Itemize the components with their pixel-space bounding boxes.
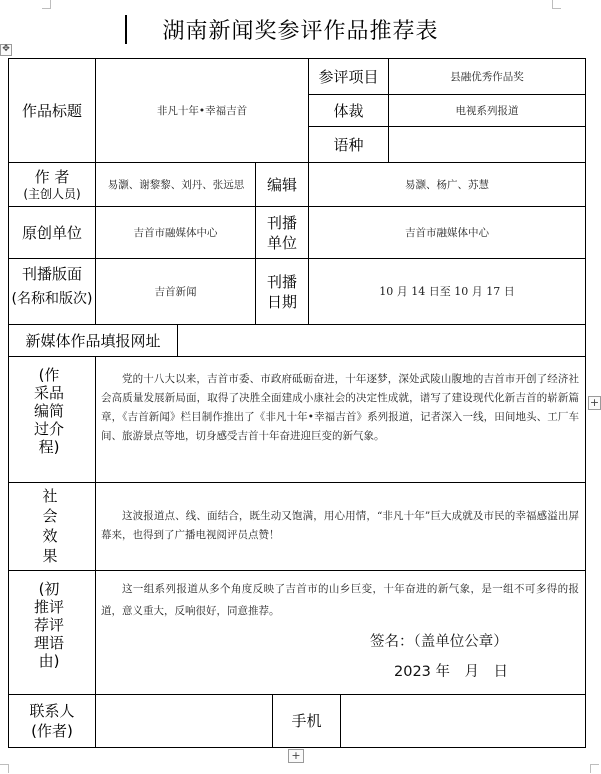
contact-sublabel: (作者) [31,722,73,740]
edition-value[interactable]: 吉首新闻 [154,285,197,298]
work-title-value[interactable]: 非凡十年•幸福吉首 [156,104,248,117]
original-unit-value[interactable]: 吉首市融媒体中心 [133,226,218,239]
language-label: 语种 [333,135,364,154]
edition-label: 刊播版面 [21,265,82,283]
author-sublabel: (主创人员) [23,186,81,201]
new-media-value[interactable] [178,325,585,356]
contact-label: 联系人 [29,702,75,720]
phone-label: 手机 [291,712,322,730]
edition-label-cell [9,259,95,324]
page-title: 湖南新闻奖参评作品推荐表 [162,19,439,44]
new-media-label: 新媒体作品填报网址 [25,331,161,350]
publish-unit-value[interactable]: 吉首市融媒体中心 [405,226,489,239]
edition-sublabel: (名称和版次) [11,291,93,307]
page-corner-mark [42,0,51,9]
process-text[interactable]: 党的十八大以来，吉首市委、市政府砥砺奋进，十年逐梦，深处武陵山腹地的吉首市开创了经济社会高质量发展新局面，取得了决胜全面建成小康社会的决定性成就，谱写了建设现代化新吉首的崭新篇章，《吉首新闻》栏目制作推出了《非凡十年•幸福吉首》系列报道，记者深入一线，田间地头、工厂车间、旅游景点等地，切身感受吉首十年奋进迎巨变的新气象。 [101,373,579,442]
editor-value[interactable]: 易灏、杨广、苏慧 [405,178,489,191]
contact-label-cell [9,695,95,747]
table-border [95,356,96,747]
table-move-handle[interactable]: ✥ [0,44,12,56]
review-text[interactable]: 这一组系列报道从多个角度反映了吉首市的山乡巨变，十年奋进的新气象，是一组不可多得的报道，意义重大，反响很好，同意推荐。 [101,583,579,617]
phone-value[interactable] [341,695,585,747]
page-corner-mark [552,0,561,9]
category-value[interactable]: 县融优秀作品奖 [450,70,524,83]
category-label: 参评项目 [318,67,379,86]
add-column-handle[interactable]: + [589,396,600,409]
signature-line: 签名：（盖单位公章） [370,634,508,650]
review-label: (初推评荐评理语由) [34,580,65,670]
editor-label: 编辑 [266,175,297,194]
effect-label: 社会效果 [42,487,58,565]
genre-label: 体裁 [333,101,364,120]
language-value[interactable] [389,127,585,162]
genre-value[interactable]: 电视系列报道 [455,104,519,117]
page-corner-mark [590,764,599,773]
author-label: 作 者 [34,167,70,186]
publish-unit-label: 刊播单位 [266,213,297,252]
signature-date: 2023 年 月 日 [394,664,509,680]
table-border [8,747,586,748]
publish-date-value[interactable]: 10 月 14 日至 10 月 17 日 [379,284,515,298]
text-cursor [125,15,127,44]
contact-value[interactable] [96,695,272,747]
page-corner-mark [0,764,9,773]
original-unit-label: 原创单位 [21,223,82,242]
add-row-handle[interactable]: + [288,749,304,763]
publish-date-label: 刊播日期 [266,272,297,311]
work-title-label: 作品标题 [21,101,82,120]
effect-text[interactable]: 这波报道点、线、面结合，既生动又饱满，用心用情，“非凡十年”巨大成就及市民的幸福感溢出屏幕来，也得到了广播电视阅评员点赞！ [101,510,579,541]
author-label-cell [9,163,95,206]
author-value[interactable]: 易灏、谢黎黎、刘丹、张远思 [107,178,245,191]
table-border [585,58,586,748]
process-label: (作采品编简过介程) [34,366,65,456]
